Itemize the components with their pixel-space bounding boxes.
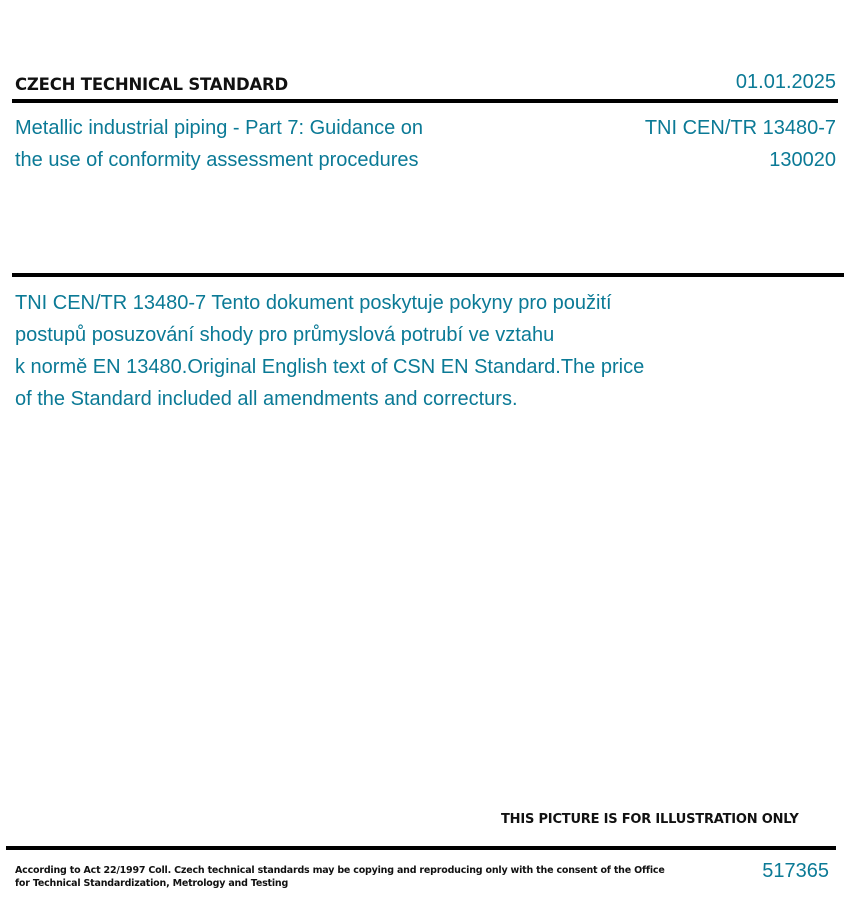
description-line-4: of the Standard included all amendments and correcturs. [15, 388, 518, 410]
illustration-disclaimer: THIS PICTURE IS FOR ILLUSTRATION ONLY [501, 812, 799, 827]
description-line-2: postupů posuzování shody pro průmyslová potrubí ve vztahu [15, 324, 555, 346]
footer-divider [6, 846, 836, 850]
legal-notice-line-1: According to Act 22/1997 Coll. Czech technical standards may be copying and reproducing only with the consent of the Office [15, 865, 665, 876]
section-divider [12, 273, 844, 277]
publication-date: 01.01.2025 [735, 71, 836, 93]
standard-title-line-1: Metallic industrial piping - Part 7: Guidance on [15, 117, 423, 139]
description-line-3: k normě EN 13480.Original English text of CSN EN Standard.The price [15, 356, 645, 378]
footer-reference-number: 517365 [762, 860, 829, 882]
standard-title-line-2: the use of conformity assessment procedures [15, 149, 419, 171]
standard-code: TNI CEN/TR 13480-7 [644, 117, 836, 139]
description-line-1: TNI CEN/TR 13480-7 Tento dokument poskytuje pokyny pro použití [15, 292, 612, 314]
header-divider [12, 99, 838, 103]
catalog-number: 130020 [769, 149, 836, 171]
legal-notice-line-2: for Technical Standardization, Metrology and Testing [15, 878, 289, 889]
document-type-label: CZECH TECHNICAL STANDARD [15, 75, 289, 94]
